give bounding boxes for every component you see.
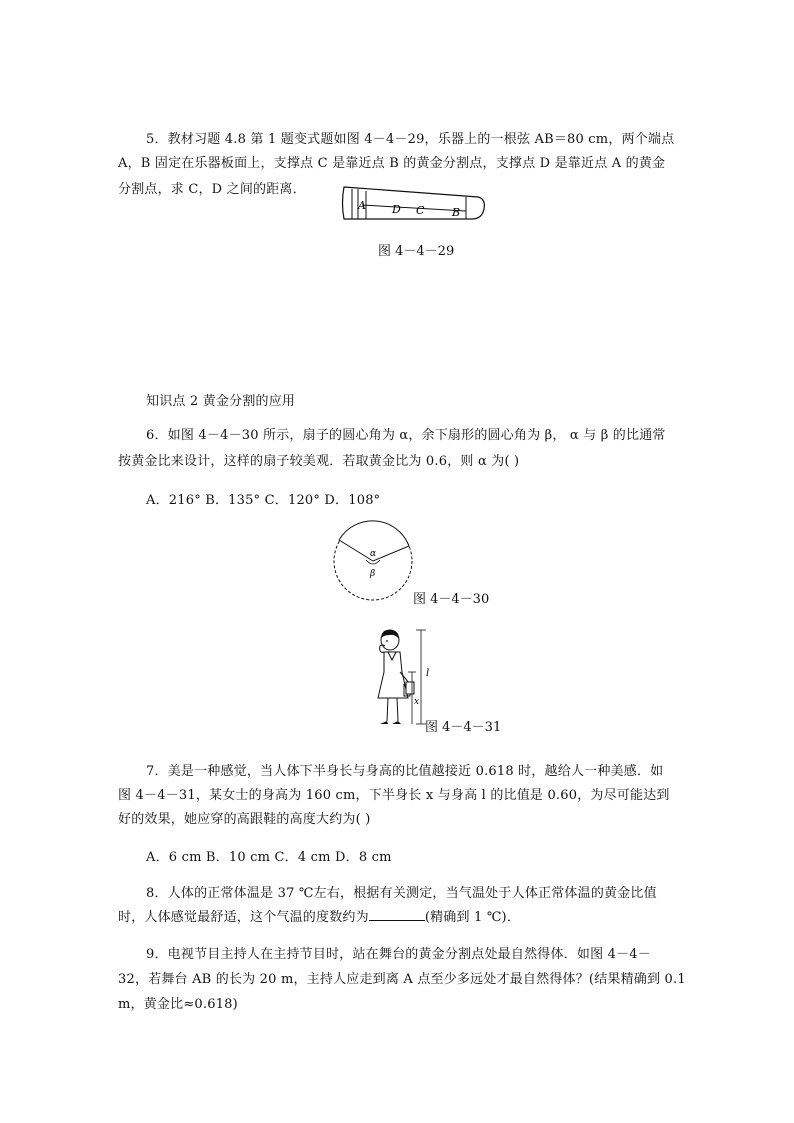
q8-line2-tail: (精确到 1 ℃)． bbox=[424, 910, 521, 925]
q7-options: A．6 cm B．10 cm C．4 cm D．8 cm bbox=[146, 850, 392, 865]
q8-line2 bbox=[118, 906, 520, 925]
section-title: 知识点 2 黄金分割的应用 bbox=[146, 394, 296, 409]
q6-line2: 按黄金比来设计，这样的扇子较美观．若取黄金比为 0.6，则 α 为( ) bbox=[118, 454, 520, 469]
figure-caption-29: 图 4－4－29 bbox=[378, 244, 455, 259]
q6-options: A．216° B．135° C．120° D．108° bbox=[146, 493, 381, 508]
answer-blank[interactable] bbox=[369, 908, 425, 921]
label-a: A bbox=[358, 199, 366, 212]
q6-line1: 6．如图 4－4－30 所示，扇子的圆心角为 α，余下扇形的圆心角为 β， α 与 β 的比通常 bbox=[146, 428, 666, 443]
instrument-figure bbox=[338, 183, 488, 227]
q7-line3: 好的效果，她应穿的高跟鞋的高度大约为( ) bbox=[118, 812, 371, 827]
q5-line2: A，B 固定在乐器板面上，支撑点 C 是靠近点 B 的黄金分割点，支撑点 D 是靠近点 A 的黄金 bbox=[118, 156, 666, 171]
figure-caption-31: 图 4－4－31 bbox=[425, 720, 502, 735]
q9-line3: m，黄金比≈0.618) bbox=[118, 997, 238, 1012]
label-c: C bbox=[416, 204, 425, 217]
woman-figure bbox=[368, 628, 434, 728]
label-l: l bbox=[426, 668, 430, 679]
q5-line1: 5．教材习题 4.8 第 1 题变式题如图 4－4－29，乐器上的一根弦 AB＝80 cm，两个端点 bbox=[146, 132, 675, 147]
fan-figure bbox=[330, 518, 416, 604]
figure-caption-30: 图 4－4－30 bbox=[413, 592, 490, 607]
label-x: x bbox=[414, 697, 420, 707]
q8-line1: 8．人体的正常体温是 37 ℃左右，根据有关测定，当气温处于人体正常体温的黄金比值 bbox=[146, 886, 657, 901]
label-b: B bbox=[452, 206, 461, 219]
label-d: D bbox=[392, 203, 401, 216]
q9-line2: 32，若舞台 AB 的长为 20 m，主持人应走到离 A 点至少多远处才最自然得体？(结果精确到 0.1 bbox=[118, 972, 686, 987]
q9-line1: 9．电视节目主持人在主持节目时，站在舞台的黄金分割点处最自然得体．如图 4－4－ bbox=[146, 947, 651, 962]
q7-line1: 7．美是一种感觉，当人体下半身长与身高的比值越接近 0.618 时，越给人一种美感．如 bbox=[146, 764, 664, 779]
label-beta: β bbox=[370, 569, 376, 579]
q5-line3: 分割点，求 C，D 之间的距离． bbox=[118, 182, 306, 197]
q8-line2-text: 时，人体感觉最舒适，这个气温的度数约为 bbox=[118, 910, 369, 925]
label-alpha: α bbox=[370, 549, 377, 559]
q7-line2: 图 4－4－31，某女士的身高为 160 cm，下半身长 x 与身高 l 的比值是 0.60，为尽可能达到 bbox=[118, 788, 670, 803]
